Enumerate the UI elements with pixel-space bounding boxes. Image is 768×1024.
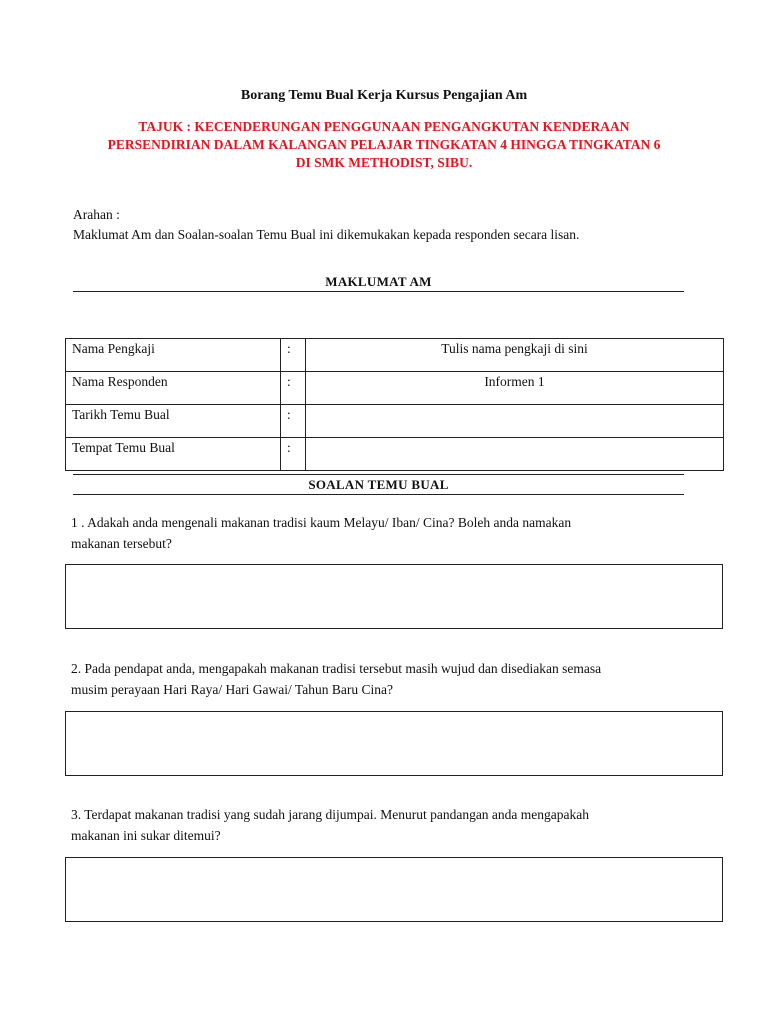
info-separator: : xyxy=(281,405,306,438)
info-label: Tempat Temu Bual xyxy=(66,438,281,471)
info-value-field[interactable]: Informen 1 xyxy=(306,372,724,405)
instructions-label: Arahan : xyxy=(73,207,120,222)
maklumat-am-heading: MAKLUMAT AM xyxy=(325,274,432,289)
question-2 xyxy=(71,658,721,700)
question-text: 1 . Adakah anda mengenali makanan tradisi kaum Melayu/ Iban/ Cina? Boleh anda namakan xyxy=(71,515,572,530)
info-label: Tarikh Temu Bual xyxy=(66,405,281,438)
topic-line-1: TAJUK : KECENDERUNGAN PENGGUNAAN PENGANGKUTAN KENDERAAN xyxy=(138,119,630,134)
table-row xyxy=(66,438,724,471)
soalan-overline xyxy=(73,474,684,475)
info-separator: : xyxy=(281,339,306,372)
info-table xyxy=(65,338,724,471)
table-row xyxy=(66,405,724,438)
form-title: Borang Temu Bual Kerja Kursus Pengajian Am xyxy=(240,88,528,103)
form-topic xyxy=(60,118,708,172)
info-separator: : xyxy=(281,438,306,471)
info-separator: : xyxy=(281,372,306,405)
table-row xyxy=(66,372,724,405)
info-value-field[interactable] xyxy=(306,405,724,438)
question-1 xyxy=(71,512,721,554)
topic-line-2: PERSENDIRIAN DALAM KALANGAN PELAJAR TINGKATAN 4 HINGGA TINGKATAN 6 xyxy=(107,137,661,152)
info-value-field[interactable]: Tulis nama pengkaji di sini xyxy=(306,339,724,372)
soalan-underline xyxy=(73,494,684,495)
question-text: musim perayaan Hari Raya/ Hari Gawai/ Tahun Baru Cina? xyxy=(71,682,393,697)
info-value-field[interactable] xyxy=(306,438,724,471)
question-text: 2. Pada pendapat anda, mengapakah makanan tradisi tersebut masih wujud dan disediakan semasa xyxy=(71,661,602,676)
answer-box-2[interactable] xyxy=(65,711,723,776)
instructions-text: Maklumat Am dan Soalan-soalan Temu Bual ini dikemukakan kepada responden secara lisan. xyxy=(73,227,580,242)
question-text: makanan ini sukar ditemui? xyxy=(71,828,221,843)
question-3 xyxy=(71,804,721,846)
info-label: Nama Pengkaji xyxy=(66,339,281,372)
soalan-heading: SOALAN TEMU BUAL xyxy=(308,477,449,492)
info-label: Nama Responden xyxy=(66,372,281,405)
instructions xyxy=(73,205,713,245)
question-text: 3. Terdapat makanan tradisi yang sudah jarang dijumpai. Menurut pandangan anda mengapakah xyxy=(71,807,590,822)
table-row xyxy=(66,339,724,372)
answer-box-3[interactable] xyxy=(65,857,723,922)
maklumat-am-underline xyxy=(73,291,684,292)
question-text: makanan tersebut? xyxy=(71,536,172,551)
answer-box-1[interactable] xyxy=(65,564,723,629)
topic-line-3: DI SMK METHODIST, SIBU. xyxy=(295,155,473,170)
